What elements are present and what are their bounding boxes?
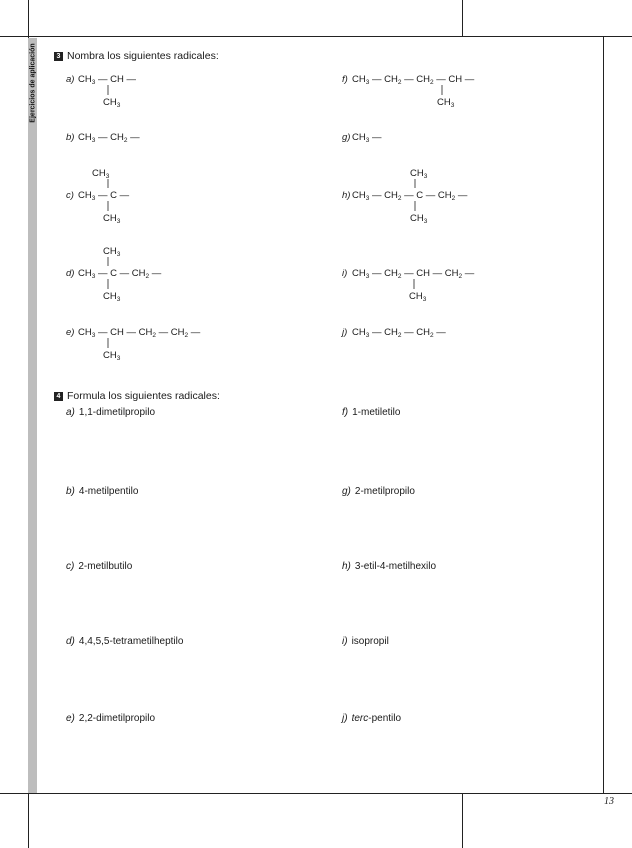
svg-text:CH3 — C —: $CH_3$ — C — xyxy=(78,190,130,202)
svg-text:d): d) xyxy=(66,268,75,279)
svg-text:CH3: $CH_3$ xyxy=(437,97,455,109)
section-3-number: 3 xyxy=(54,52,63,61)
sidebar-bar xyxy=(28,38,37,793)
section-3-title: Nombra los siguientes radicales: xyxy=(67,50,219,62)
svg-text:CH3: $CH_3$ xyxy=(409,291,427,303)
section-4-title: Formula los siguientes radicales: xyxy=(67,390,220,402)
item-4f: f) 1-metiletilo xyxy=(342,407,401,418)
section-4-header xyxy=(54,390,220,402)
bottom-mid-tick xyxy=(462,793,463,848)
formula-3a xyxy=(66,70,326,110)
svg-text:CH3 — CH2 — CH2 — CH —: $CH_3$ — $CH_2$ — $CH_2$ — CH — xyxy=(352,74,475,86)
section-3-header xyxy=(54,50,219,62)
page-number: 13 xyxy=(604,796,614,807)
svg-text:e): e) xyxy=(66,327,75,338)
svg-text:f): f) xyxy=(342,74,348,85)
top-rule xyxy=(0,36,632,37)
formula-3h xyxy=(342,166,602,226)
svg-text:CH3: $CH_3$ xyxy=(410,168,428,180)
svg-text:CH3 —: $CH_3$ — xyxy=(352,132,382,144)
item-4i: i) isopropil xyxy=(342,636,389,647)
formula-3f xyxy=(342,70,602,110)
sidebar-label: Ejercicios de aplicación xyxy=(29,43,36,123)
formula-3g xyxy=(342,128,602,168)
item-4c: c) 2-metilbutilo xyxy=(66,561,133,572)
bottom-rule xyxy=(0,793,632,794)
svg-text:CH3 — CH2 — CH2 —: $CH_3$ — $CH_2$ — $CH_2$ — xyxy=(352,327,446,339)
svg-text:CH3 — CH — CH2 — CH2 —: $CH_3$ — CH — $CH_2$ — $CH_2$ — xyxy=(78,327,201,339)
svg-text:g): g) xyxy=(342,132,351,143)
formula-3d xyxy=(66,244,326,304)
formula-3c xyxy=(66,166,326,226)
section-4-number: 4 xyxy=(54,392,63,401)
item-4h: h) 3-etil-4-metilhexilo xyxy=(342,561,437,572)
svg-text:j): j) xyxy=(342,327,348,338)
top-mid-tick xyxy=(462,0,463,37)
formula-3e xyxy=(66,323,326,363)
item-4g: g) 2-metilpropilo xyxy=(342,486,415,497)
formula-3j xyxy=(342,323,602,343)
svg-text:CH3 — CH2 — C — CH2 —: $CH_3$ — $CH_2$ — C — $CH_2$ — xyxy=(352,190,468,202)
item-4b: b) 4-metilpentilo xyxy=(66,486,139,497)
item-4j: j) terc-pentilo xyxy=(342,713,402,724)
svg-text:i): i) xyxy=(342,268,348,279)
svg-text:CH3: $CH_3$ xyxy=(92,168,110,180)
svg-text:a): a) xyxy=(66,74,75,85)
item-4e: e) 2,2-dimetilpropilo xyxy=(66,713,156,724)
svg-text:CH3: $CH_3$ xyxy=(410,213,428,225)
formula-3b xyxy=(66,128,326,168)
svg-text:CH3 — CH —: $CH_3$ — CH — xyxy=(78,74,136,86)
svg-text:CH3 — C — CH2 —: $CH_3$ — C — $CH_2$ — xyxy=(78,268,162,280)
svg-text:CH3: $CH_3$ xyxy=(103,350,121,362)
svg-text:c): c) xyxy=(66,190,74,201)
svg-text:CH3: $CH_3$ xyxy=(103,291,121,303)
svg-text:CH3: $CH_3$ xyxy=(103,213,121,225)
item-4d: d) 4,4,5,5-tetrametilheptilo xyxy=(66,636,184,647)
svg-text:CH3: $CH_3$ xyxy=(103,97,121,109)
svg-text:CH3: $CH_3$ xyxy=(103,246,121,258)
right-border xyxy=(603,36,604,794)
svg-text:b): b) xyxy=(66,132,75,143)
item-4a: a) 1,1-dimetilpropilo xyxy=(66,407,156,418)
svg-text:CH3 — CH2 — CH — CH2 —: $CH_3$ — $CH_2$ — CH — $CH_2$ — xyxy=(352,268,475,280)
formula-3i xyxy=(342,264,602,304)
svg-text:h): h) xyxy=(342,190,351,201)
svg-text:CH3 — CH2 —: $CH_3$ — $CH_2$ — xyxy=(78,132,140,144)
